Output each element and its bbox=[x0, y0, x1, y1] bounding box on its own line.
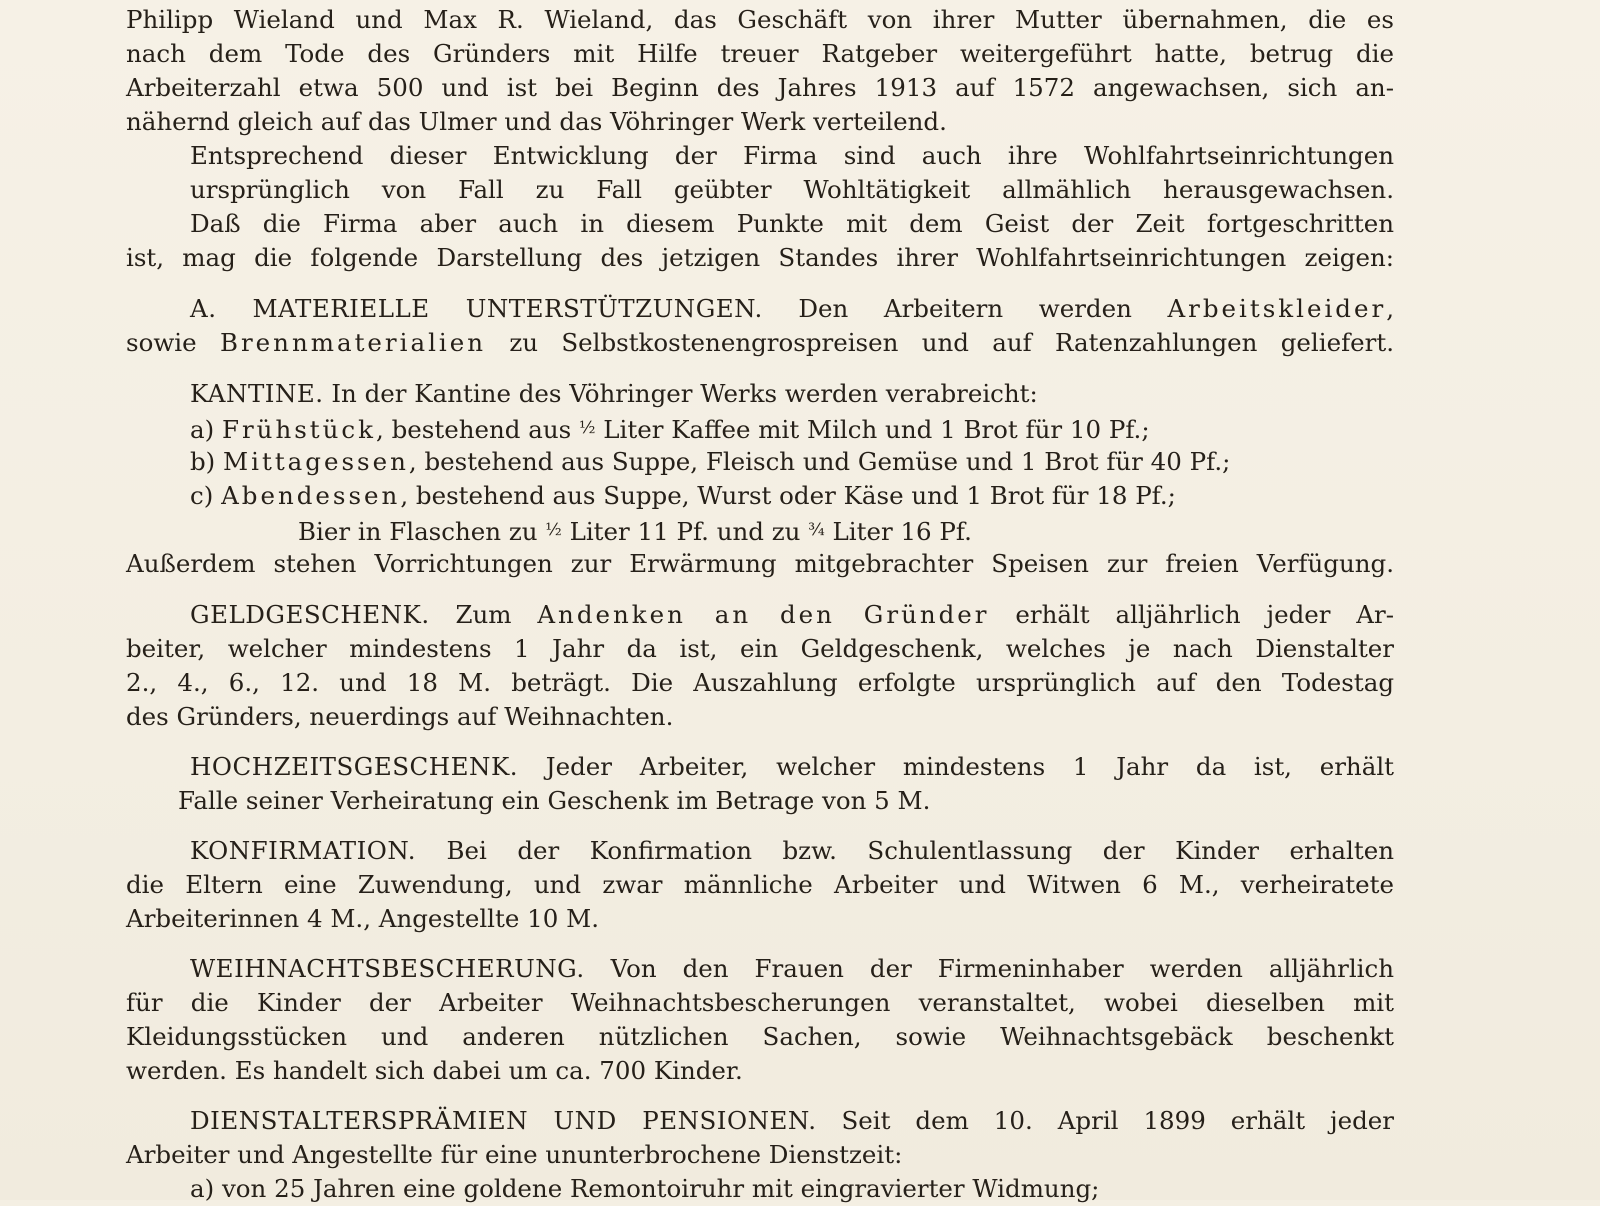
text-line: 2., 4., 6., 12. und 18 M. beträgt. Die Auszahlung erfolgte ursprünglich auf den Todestag bbox=[126, 668, 1394, 697]
text-line: die Eltern eine Zuwendung, und zwar männliche Arbeiter und Witwen 6 M., verheiratete bbox=[126, 870, 1394, 899]
fraction: ½ bbox=[545, 520, 562, 540]
text-line: Kleidungsstücken und anderen nützlichen Sachen, sowie Weihnachtsgebäck beschenkt bbox=[126, 1022, 1394, 1051]
spaced-term: Arbeitskleider bbox=[1167, 294, 1387, 323]
text-span: , bestehend aus Suppe, Wurst oder Käse und 1 Brot für 18 Pf.; bbox=[400, 481, 1176, 510]
section-heading: HOCHZEITSGESCHENK. bbox=[190, 752, 519, 781]
section-materielle bbox=[190, 292, 1394, 326]
text-span: Bei der Konfirmation bzw. Schulentlassung der Kinder erhalten bbox=[416, 836, 1394, 865]
text-line bbox=[126, 326, 1394, 360]
text-span: Bier in Flaschen zu bbox=[298, 517, 546, 546]
text-span: In der Kantine des Vöhringer Werks werden verabreicht: bbox=[323, 379, 1038, 408]
text-span: zu Selbstkostenengrospreisen und auf Ratenzahlungen geliefert. bbox=[486, 328, 1395, 357]
fraction: ¾ bbox=[808, 520, 825, 540]
text-span: , bestehend aus bbox=[376, 415, 579, 444]
text-span: Liter Kaffee mit Milch und 1 Brot für 10 Pf.; bbox=[595, 415, 1150, 444]
text-span: erhält alljährlich jeder Ar- bbox=[989, 600, 1394, 629]
text-line: Arbeiterzahl etwa 500 und ist bei Beginn des Jahres 1913 auf 1572 angewachsen, sich an- bbox=[126, 73, 1394, 102]
text-line: Entsprechend dieser Entwicklung der Firma sind auch ihre Wohlfahrtseinrichtungen bbox=[190, 141, 1394, 170]
text-line: Daß die Firma aber auch in diesem Punkte mit dem Geist der Zeit fortgeschritten bbox=[190, 209, 1394, 238]
section-dienstalter bbox=[190, 1104, 1394, 1138]
text-line: Arbeiterinnen 4 M., Angestellte 10 M. bbox=[126, 904, 599, 933]
section-heading: KANTINE. bbox=[190, 379, 324, 408]
text-span: , bbox=[1386, 294, 1394, 323]
text-line: nach dem Tode des Gründers mit Hilfe treuer Ratgeber weitergeführt hatte, betrug die bbox=[126, 39, 1394, 68]
text-line: für die Kinder der Arbeiter Weihnachtsbescherungen veranstaltet, wobei dieselben mit bbox=[126, 988, 1394, 1017]
section-hochzeit bbox=[190, 750, 1394, 784]
text-span: Liter 11 Pf. und zu bbox=[561, 517, 809, 546]
list-item bbox=[190, 411, 1458, 445]
text-line: des Gründers, neuerdings auf Weihnachten. bbox=[126, 702, 674, 731]
section-heading: WEIHNACHTSBESCHERUNG. bbox=[190, 954, 585, 983]
list-item bbox=[190, 479, 1458, 513]
spaced-term: Brennmaterialien bbox=[219, 328, 487, 357]
list-marker: a) bbox=[190, 415, 215, 444]
spaced-term: Andenken an den Gründer bbox=[537, 600, 990, 629]
section-heading: GELDGESCHENK. bbox=[190, 600, 430, 629]
section-heading: KONFIRMATION. bbox=[190, 836, 416, 865]
text-line: nähernd gleich auf das Ulmer und das Vöhringer Werk verteilend. bbox=[126, 107, 947, 136]
fraction: ½ bbox=[578, 418, 596, 438]
text-line: ist, mag die folgende Darstellung des jetzigen Standes ihrer Wohlfahrtseinrichtungen zeigen: bbox=[126, 243, 1394, 272]
list-item bbox=[190, 445, 1458, 479]
list-marker: c) bbox=[190, 481, 214, 510]
text-line bbox=[298, 513, 1566, 547]
text-span: Den Arbeitern werden bbox=[762, 294, 1168, 323]
section-kantine bbox=[190, 377, 1394, 411]
spaced-term: Mittagessen bbox=[223, 447, 409, 476]
text-line: Falle seiner Verheiratung ein Geschenk im Betrage von 5 M. bbox=[178, 786, 931, 815]
text-span: Zum bbox=[429, 600, 538, 629]
section-konfirmation bbox=[190, 834, 1394, 868]
section-heading: DIENSTALTERSPRÄMIEN UND PENSIONEN. bbox=[190, 1106, 817, 1135]
spaced-term: Abendessen bbox=[221, 481, 401, 510]
text-span: Liter 16 Pf. bbox=[824, 517, 972, 546]
text-line: beiter, welcher mindestens 1 Jahr da ist, ein Geldgeschenk, welches je nach Dienstalter bbox=[126, 634, 1394, 663]
text-span: sowie bbox=[126, 328, 220, 357]
text-span: Jeder Arbeiter, welcher mindestens 1 Jahr da ist, erhält bbox=[518, 752, 1394, 781]
text-line: Außerdem stehen Vorrichtungen zur Erwärmung mitgebrachter Speisen zur freien Verfügung. bbox=[126, 549, 1394, 578]
text-line: ursprünglich von Fall zu Fall geübter Wohltätigkeit allmählich herausgewachsen. bbox=[190, 175, 1394, 204]
list-item: a) von 25 Jahren eine goldene Remontoiruhr mit eingravierter Widmung; bbox=[190, 1174, 1100, 1203]
section-weihnacht bbox=[190, 952, 1394, 986]
section-geldgeschenk bbox=[190, 598, 1394, 632]
text-line: Arbeiter und Angestellte für eine ununterbrochene Dienstzeit: bbox=[126, 1140, 903, 1169]
text-line: werden. Es handelt sich dabei um ca. 700 Kinder. bbox=[126, 1056, 743, 1085]
list-marker: b) bbox=[190, 447, 216, 476]
spaced-term: Frühstück bbox=[221, 415, 377, 444]
text-line: Philipp Wieland und Max R. Wieland, das Geschäft von ihrer Mutter übernahmen, die es bbox=[126, 5, 1394, 34]
section-heading: A. MATERIELLE UNTERSTÜTZUNGEN. bbox=[190, 294, 763, 323]
text-span: , bestehend aus Suppe, Fleisch und Gemüse und 1 Brot für 40 Pf.; bbox=[408, 447, 1231, 476]
text-span: Von den Frauen der Firmeninhaber werden alljährlich bbox=[584, 954, 1394, 983]
text-span: Seit dem 10. April 1899 erhält jeder bbox=[816, 1106, 1394, 1135]
